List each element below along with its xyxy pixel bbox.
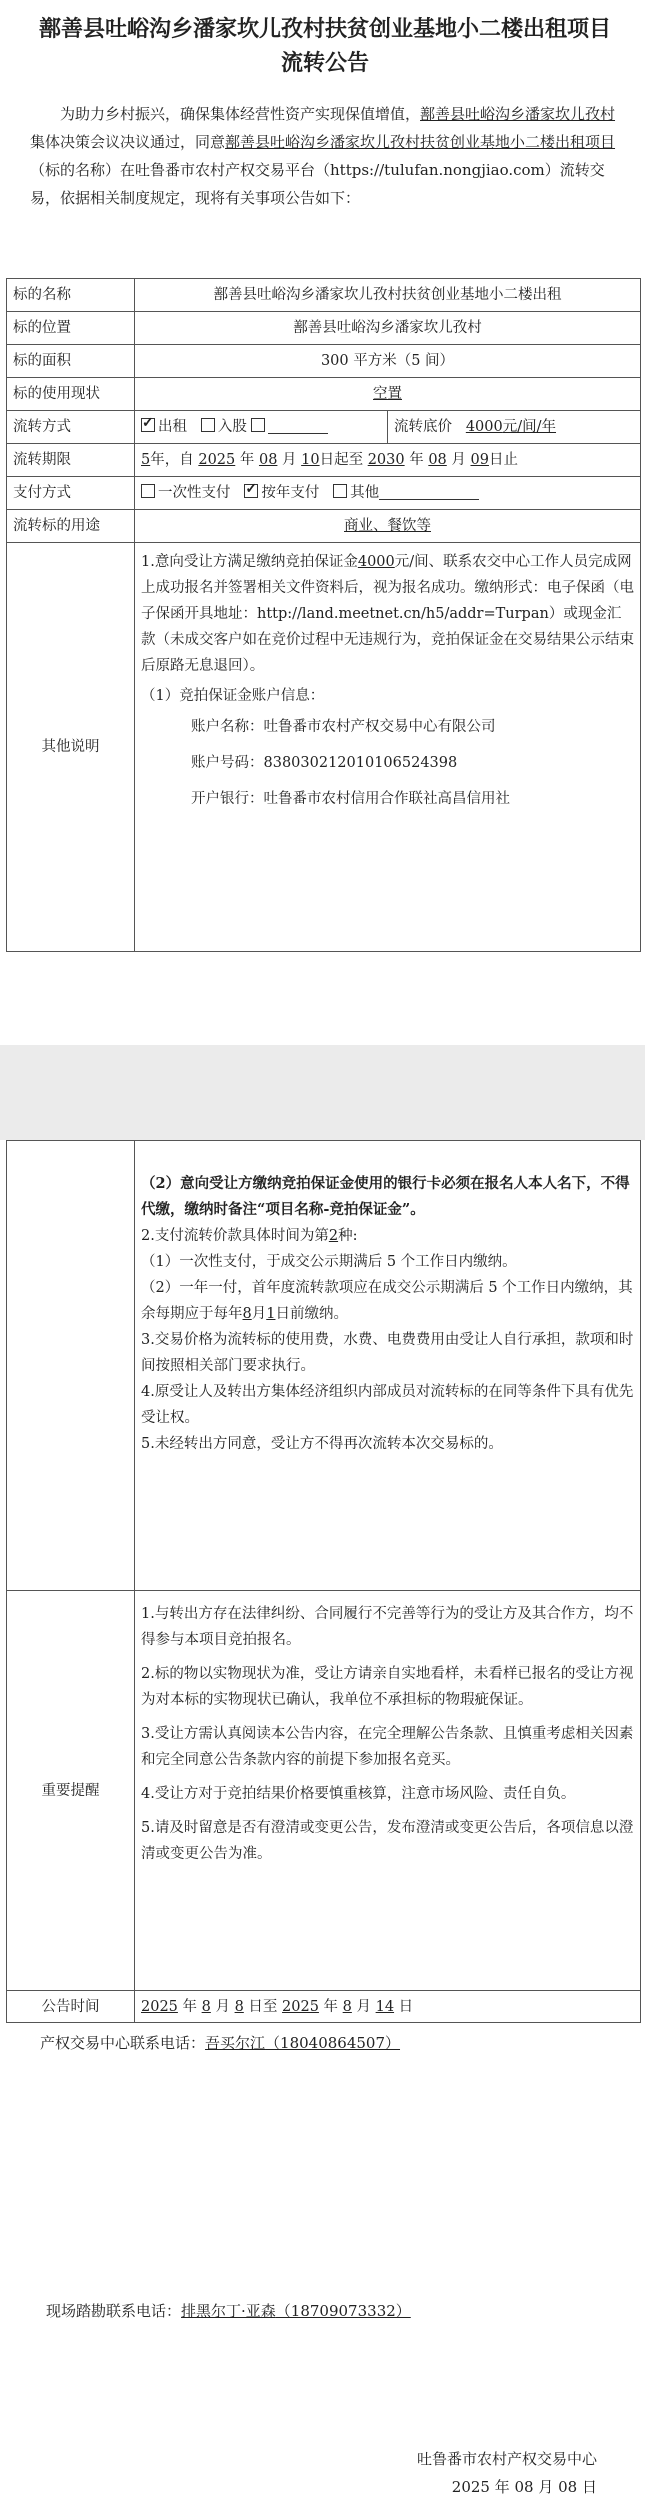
time-start-month: 8 xyxy=(201,1998,211,2015)
intro-project-name: 鄯善县吐峪沟乡潘家坎儿孜村扶贫创业基地小二楼出租项目 xyxy=(225,133,616,151)
other-label: 其他说明 xyxy=(7,543,135,952)
term-text: 日止 xyxy=(488,452,518,468)
project-info-table xyxy=(6,278,641,952)
location-value: 鄯善县吐峪沟乡潘家坎儿孜村 xyxy=(135,312,641,345)
payment-time-item xyxy=(141,1223,634,1249)
deposit-amount: 4000 xyxy=(357,554,395,570)
remind-item-5: 5.请及时留意是否有澄清或变更公告，发布澄清或变更公告后，各项信息以澄清或变更公告为准。 xyxy=(141,1820,634,1862)
other-cont-label xyxy=(7,1141,135,1591)
row-method xyxy=(7,411,641,444)
reserve-cell xyxy=(388,411,641,444)
remind-label: 重要提醒 xyxy=(7,1591,135,1991)
payment-type-number: 2 xyxy=(328,1228,339,1244)
other-item-2: （1）竞拍保证金账户信息： xyxy=(141,688,325,704)
time-text: 月 xyxy=(356,1998,371,2015)
payment-yearly-item xyxy=(141,1275,634,1327)
checkbox-checked-icon xyxy=(141,418,155,432)
row-status xyxy=(7,378,641,411)
term-value: 5年，自 2025 年 08 月 10日起至 2030 年 08 月 09日止 xyxy=(135,444,641,477)
other-item-1 xyxy=(141,549,634,679)
time-text: 年 xyxy=(182,1998,198,2015)
other-cont-content xyxy=(135,1141,641,1591)
payment-day: 1 xyxy=(266,1306,276,1322)
checkbox-checked-icon xyxy=(244,484,258,498)
terms-text: 2.支付流转价款具体时间为第 xyxy=(141,1228,329,1244)
project-terms-table xyxy=(6,1140,641,2023)
time-text: 日至 xyxy=(248,1998,278,2015)
use-label: 流转标的用途 xyxy=(7,510,135,543)
terms-text: （2）一年一付，首年度流转款项应在成交公示期满后 5 个工作日内缴纳，其余每期应于每年 xyxy=(141,1280,633,1322)
site-contact-name: 排黑尔丁·亚森 xyxy=(181,2302,276,2320)
time-start-day: 8 xyxy=(234,1998,244,2015)
pay-other-blank xyxy=(379,483,479,500)
method-option-lease: 出租 xyxy=(158,419,187,435)
row-use xyxy=(7,510,641,543)
term-from-day: 10 xyxy=(301,452,320,468)
status-text: 空置 xyxy=(373,386,402,402)
page-gap xyxy=(0,1045,645,1140)
method-option-share: 入股 xyxy=(217,419,247,435)
terms-text: 日前缴纳。 xyxy=(275,1306,348,1322)
method-other-blank xyxy=(268,417,328,434)
site-contact xyxy=(46,2300,411,2321)
payment-lump-item: （1）一次性支付，于成交公示期满后 5 个工作日内缴纳。 xyxy=(141,1254,517,1270)
term-to-year: 2030 xyxy=(367,452,405,468)
method-options xyxy=(135,411,388,444)
terms-item-3: 3.交易价格为流转标的使用费，水费、电费费用由受让人自行承担，款项和时间按照相关部门要求执行。 xyxy=(141,1332,634,1374)
term-text: 日起至 xyxy=(319,452,364,468)
row-reminder xyxy=(7,1591,641,1991)
time-value xyxy=(135,1991,641,2023)
reserve-amount: 4000 xyxy=(465,419,503,435)
account-number: 账户号码：83803021201010​6524398 xyxy=(191,755,458,771)
row-name xyxy=(7,279,641,312)
term-to-month: 08 xyxy=(428,452,447,468)
deposit-card-note: （2）意向受让方缴纳竞拍保证金使用的银行卡必须在报名人本人名下，不得代缴，缴纳时备注“项目名称-竞拍保证金”。 xyxy=(141,1175,630,1218)
intro-text-2: 集体决策会议决议通过，同意 xyxy=(30,133,226,151)
time-text: 年 xyxy=(323,1998,339,2015)
location-label: 标的位置 xyxy=(7,312,135,345)
pay-options xyxy=(135,477,641,510)
intro-text-3: （标的名称）在吐鲁番市农村产权交易平台（https://tulufan.nongjiao.com）流转交易，依据相关制度规定，现将有关事项公告如下： xyxy=(30,161,605,207)
terms-item-4: 4.原受让人及转出方集体经济组织内部成员对流转标的在同等条件下具有优先受让权。 xyxy=(141,1384,634,1426)
account-name: 账户名称：吐鲁番市农村产权交易中心有限公司 xyxy=(191,719,496,735)
time-label: 公告时间 xyxy=(7,1991,135,2023)
pay-option-yearly: 按年支付 xyxy=(261,485,320,501)
center-contact xyxy=(40,2032,400,2053)
time-text: 日 xyxy=(398,1998,414,2015)
terms-item-5: 5.未经转出方同意，受让方不得再次流转本次交易标的。 xyxy=(141,1436,503,1452)
intro-village: 鄯善县吐峪沟乡潘家坎儿孜村 xyxy=(420,105,616,123)
reserve-unit: 元/间/年 xyxy=(502,419,557,435)
footer-org: 吐鲁番市农村产权交易中心 xyxy=(416,2450,597,2468)
row-location xyxy=(7,312,641,345)
intro-text-1: 为助力乡村振兴，确保集体经营性资产实现保值增值， xyxy=(60,105,421,123)
time-start-year: 2025 xyxy=(141,1998,178,2015)
center-contact-phone: （18040864507） xyxy=(265,2034,401,2052)
other-content xyxy=(135,543,641,952)
row-payment xyxy=(7,477,641,510)
checkbox-empty-icon xyxy=(141,484,155,498)
center-contact-label: 产权交易中心联系电话： xyxy=(40,2034,206,2052)
remind-item-3: 3.受让方需认真阅读本公告内容，在完全理解公告条款、且慎重考虑相关因素和完全同意公告条款内容的前提下参加报名竞买。 xyxy=(141,1726,634,1768)
checkbox-empty-icon xyxy=(333,484,347,498)
term-to-day: 09 xyxy=(470,452,489,468)
row-time xyxy=(7,1991,641,2023)
footer-date: 2025 年 08 月 08 日 xyxy=(451,2478,597,2496)
time-end-month: 8 xyxy=(342,1998,352,2015)
terms-text: 月 xyxy=(251,1306,267,1322)
name-label: 标的名称 xyxy=(7,279,135,312)
checkbox-empty-icon xyxy=(251,418,265,432)
pay-option-other: 其他 xyxy=(350,485,380,501)
status-value xyxy=(135,378,641,411)
row-area xyxy=(7,345,641,378)
other-text: 元/间、联系农交中心工作人员完成网上成功报名并签署相关文件资料后，视为报名成功。缴纳形式：电子保函（电子保函开具地址：http://land.meetnet.cn/h5/addr=Turpan）或现金汇款（未成交客户如在竞价过程中无违规行为，竞拍保证金在交易结果公示结束后原路无息退回）。 xyxy=(141,554,634,674)
term-from-year: 2025 xyxy=(198,452,236,468)
remind-item-2: 2.标的物以实物现状为准，受让方请亲自实地看样，未看样已报名的受让方视为对本标的实物现状已确认，我单位不承担标的物瑕疵保证。 xyxy=(141,1666,634,1708)
other-text: 1.意向受让方满足缴纳竞拍保证金 xyxy=(141,554,358,570)
term-text: 年，自 xyxy=(150,452,194,468)
payment-month: 8 xyxy=(242,1306,252,1322)
pay-option-lump: 一次性支付 xyxy=(158,485,231,501)
time-end-year: 2025 xyxy=(282,1998,319,2015)
center-contact-name: 吾买尔江 xyxy=(205,2034,266,2052)
term-years: 5 xyxy=(141,452,151,468)
site-contact-label: 现场踏勘联系电话： xyxy=(46,2302,182,2320)
remind-item-4: 4.受让方对于竞拍结果价格要慎重核算，注意市场风险、责任自负。 xyxy=(141,1786,576,1802)
row-other xyxy=(7,543,641,952)
checkbox-empty-icon xyxy=(201,418,215,432)
area-label: 标的面积 xyxy=(7,345,135,378)
terms-text: 种: xyxy=(338,1228,358,1244)
pay-label: 支付方式 xyxy=(7,477,135,510)
time-text: 月 xyxy=(215,1998,230,2015)
page-one xyxy=(0,0,645,1045)
status-label: 标的使用现状 xyxy=(7,378,135,411)
term-label: 流转期限 xyxy=(7,444,135,477)
remind-content xyxy=(135,1591,641,1991)
name-value: 鄯善县吐峪沟乡潘家坎儿孜村扶贫创业基地小二楼出租 xyxy=(135,279,641,312)
reserve-label: 流转底价 xyxy=(394,419,452,435)
use-value xyxy=(135,510,641,543)
row-other-cont xyxy=(7,1141,641,1591)
remind-item-1: 1.与转出方存在法律纠纷、合同履行不完善等行为的受让方及其合作方，均不得参与本项目竞拍报名。 xyxy=(141,1606,634,1648)
intro-paragraph xyxy=(30,100,618,212)
use-text: 商业、餐饮等 xyxy=(344,518,431,534)
account-bank: 开户银行：吐鲁番市农村信用合作联社高昌信用社 xyxy=(191,791,510,807)
area-value: 300 平方米（5 间） xyxy=(135,345,641,378)
row-term xyxy=(7,444,641,477)
page-two xyxy=(0,1140,645,2495)
method-label: 流转方式 xyxy=(7,411,135,444)
site-contact-phone: （18709073332） xyxy=(275,2302,411,2320)
time-end-day: 14 xyxy=(375,1998,395,2015)
announcement-title: 鄯善县吐峪沟乡潘家坎儿孜村扶贫创业基地小二楼出租项目流转公告 xyxy=(38,16,611,76)
term-from-month: 08 xyxy=(258,452,278,468)
